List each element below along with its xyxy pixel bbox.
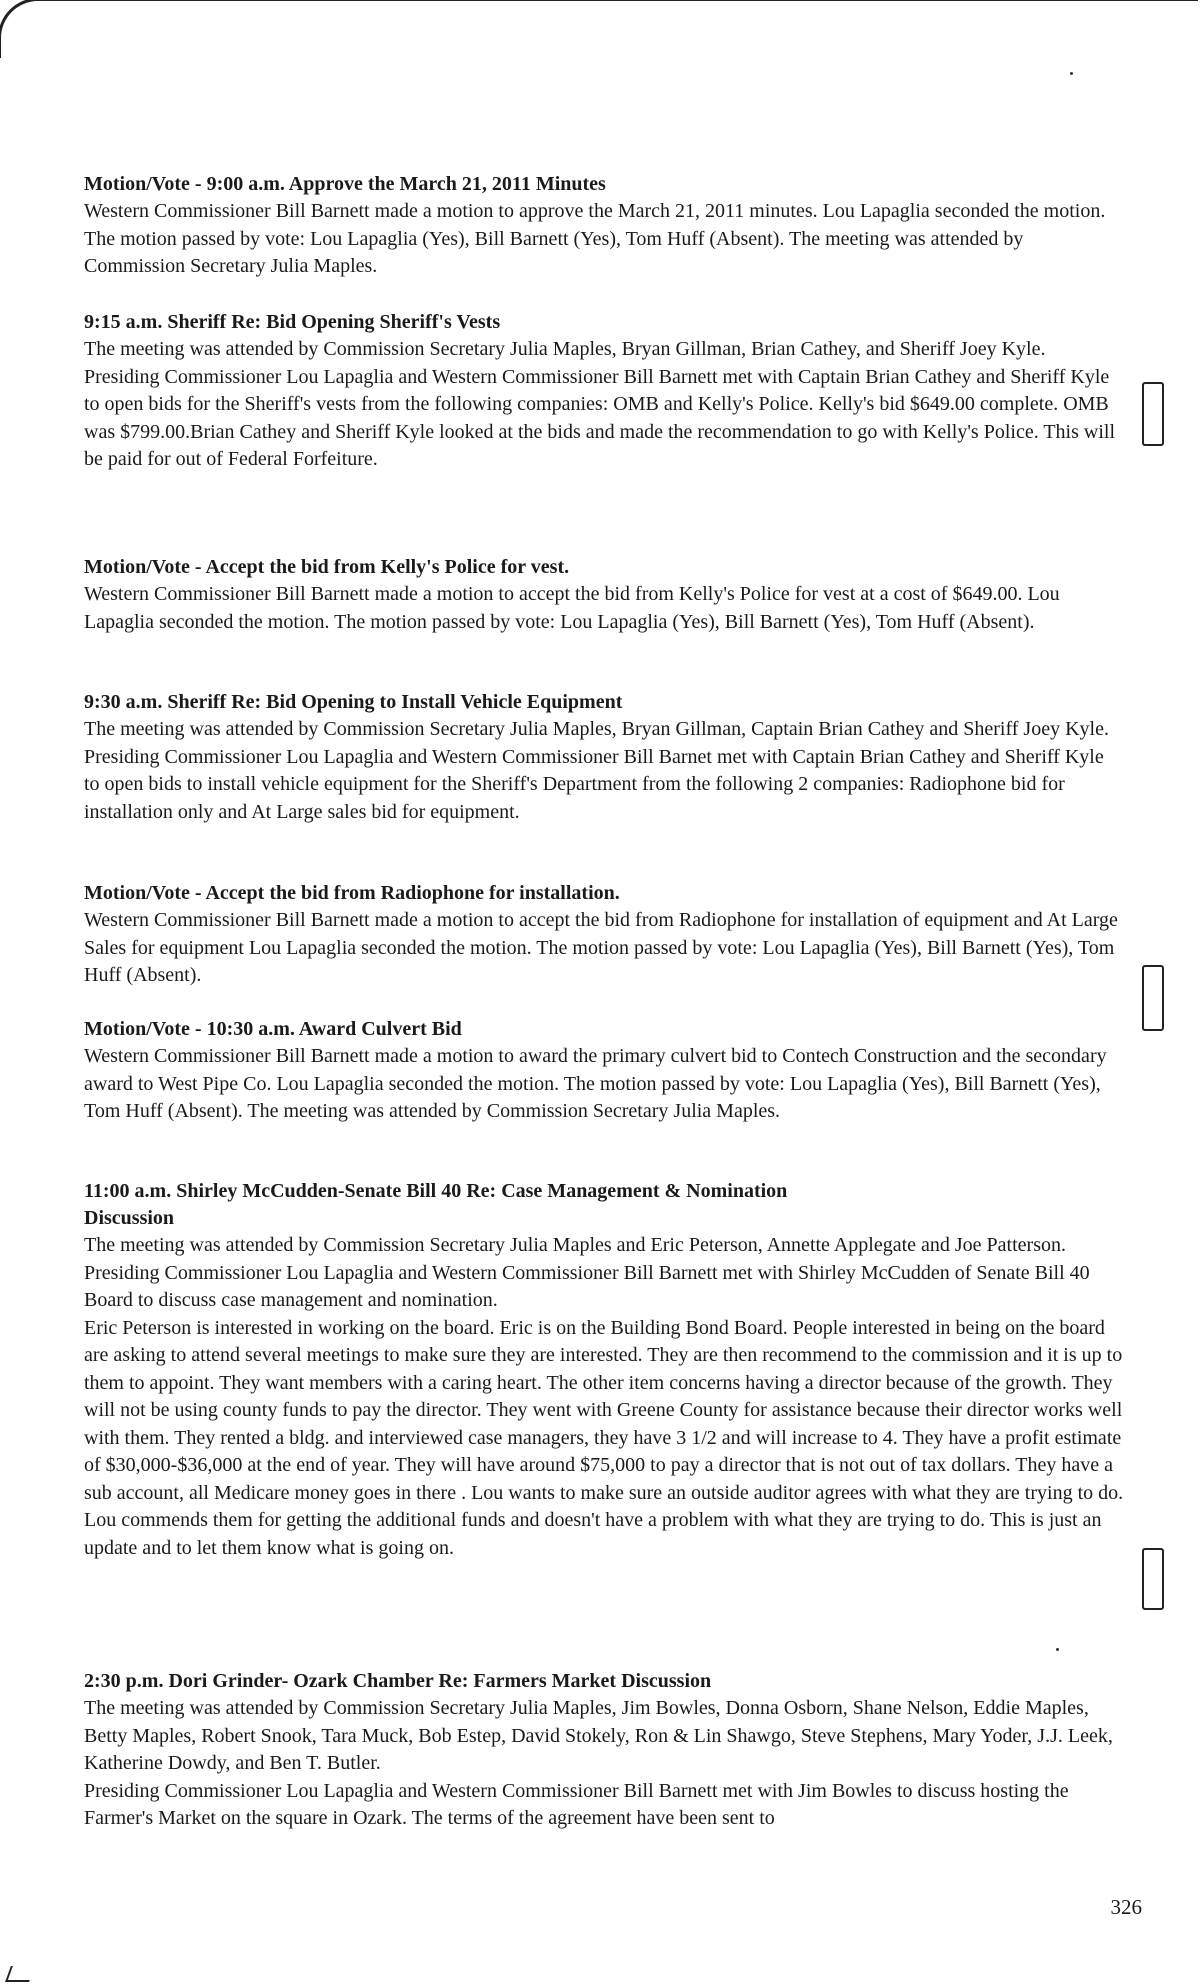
section-paragraph: Presiding Commissioner Lou Lapaglia and Western Commissioner Bill Barnet met with Captain Brian Cathey and Sheriff Kyle to open bids to install vehicle equipment for the Sheriff's Department from the following 2 companies: Radiophone bid for installation only and At Large sales bid for equipment.: [84, 745, 1104, 823]
section-paragraph: Presiding Commissioner Lou Lapaglia and Western Commissioner Bill Barnett met with Captain Brian Cathey and Sheriff Kyle to open bids for the Sheriff's vests from the following companies: OMB and Kelly's Police. Kelly's bid $649.00 complete. OMB was $799.00.Brian Cathey and Sheriff Kyle looked at the bids and made the recommendation to go with Kelly's Police. This will be paid for out of Federal Forfeiture.: [84, 365, 1116, 470]
minutes-section: [84, 689, 1124, 826]
scan-corner-artifact: [5, 1966, 35, 1982]
section-heading: 9:15 a.m. Sheriff Re: Bid Opening Sheriff's Vests: [84, 311, 501, 333]
section-heading: Motion/Vote - Accept the bid from Radiophone for installation.: [84, 882, 620, 904]
minutes-section: [84, 880, 1124, 990]
scan-border-artifact: [0, 0, 1198, 58]
section-paragraph: Western Commissioner Bill Barnett made a motion to approve the March 21, 2011 minutes. Lou Lapaglia seconded the motion. The motion passed by vote: Lou Lapaglia (Yes), Bill Barnett (Yes), Tom Huff (Absent). The meeting was attended by Commission Secretary Julia Maples.: [84, 200, 1106, 277]
section-paragraph: Presiding Commissioner Lou Lapaglia and Western Commissioner Bill Barnett met with Shirley McCudden of Senate Bill 40 Board to discuss case management and nomination.: [84, 1261, 1090, 1311]
section-paragraph: The meeting was attended by Commission Secretary Julia Maples, Bryan Gillman, Captain Brian Cathey and Sheriff Joey Kyle.: [84, 718, 1109, 740]
margin-bracket: [1142, 965, 1164, 1031]
section-paragraph: Presiding Commissioner Lou Lapaglia and Western Commissioner Bill Barnett met with Jim Bowles to discuss hosting the Farmer's Market on the square in Ozark. The terms of the agreement have been sent to: [84, 1779, 1069, 1829]
section-paragraph: Western Commissioner Bill Barnett made a motion to award the primary culvert bid to Contech Construction and the secondary award to West Pipe Co. Lou Lapaglia seconded the motion. The motion passed by vote: Lou Lapaglia (Yes), Bill Barnett (Yes), Tom Huff (Absent). The meeting was attended by Commission Secretary Julia Maples.: [84, 1045, 1107, 1122]
section-heading: Motion/Vote - Accept the bid from Kelly's Police for vest.: [84, 556, 570, 578]
minutes-section: [84, 1178, 1124, 1562]
section-paragraph: The meeting was attended by Commission Secretary Julia Maples, Jim Bowles, Donna Osborn, Shane Nelson, Eddie Maples, Betty Maples, Robert Snook, Tara Muck, Bob Estep, David Stokely, Ron & Lin Shawgo, Steve Stephens, Mary Yoder, J.J. Leek, Katherine Dowdy, and Ben T. Butler.: [84, 1697, 1113, 1774]
section-paragraph: Western Commissioner Bill Barnett made a motion to accept the bid from Kelly's Police for vest at a cost of $649.00. Lou Lapaglia seconded the motion. The motion passed by vote: Lou Lapaglia (Yes), Bill Barnett (Yes), Tom Huff (Absent).: [84, 583, 1060, 633]
section-heading: Motion/Vote - 10:30 a.m. Award Culvert Bid: [84, 1018, 462, 1040]
minutes-section: [84, 1016, 1124, 1126]
section-paragraph: The meeting was attended by Commission Secretary Julia Maples, Bryan Gillman, Brian Cathey, and Sheriff Joey Kyle.: [84, 338, 1046, 360]
section-paragraph: Western Commissioner Bill Barnett made a motion to accept the bid from Radiophone for installation of equipment and At Large Sales for equipment Lou Lapaglia seconded the motion. The motion passed by vote: Lou Lapaglia (Yes), Bill Barnett (Yes), Tom Huff (Absent).: [84, 909, 1118, 986]
page-number: 326: [1110, 1895, 1142, 1919]
minutes-section: [84, 171, 1124, 281]
margin-bracket: [1142, 1548, 1164, 1610]
minutes-section: [84, 1668, 1124, 1833]
scan-speck: [1070, 72, 1073, 75]
minutes-section: [84, 554, 1124, 636]
section-heading: 2:30 p.m. Dori Grinder- Ozark Chamber Re: Farmers Market Discussion: [84, 1670, 712, 1692]
section-heading: 11:00 a.m. Shirley McCudden-Senate Bill 40 Re: Case Management & Nomination Discussion: [84, 1180, 788, 1229]
section-paragraph: The meeting was attended by Commission Secretary Julia Maples and Eric Peterson, Annette Applegate and Joe Patterson.: [84, 1234, 1066, 1256]
minutes-section: [84, 309, 1124, 474]
margin-bracket: [1142, 382, 1164, 446]
scan-speck: [1056, 1648, 1059, 1651]
section-heading: 9:30 a.m. Sheriff Re: Bid Opening to Install Vehicle Equipment: [84, 691, 623, 713]
section-paragraph: Eric Peterson is interested in working on the board. Eric is on the Building Bond Board. People interested in being on the board are asking to attend several meetings to make sure they are interested. They are then recommend to the commission and it is up to them to appoint. They want members with a caring heart. The other item concerns having a director because of the growth. They will not be using county funds to pay the director. They went with Greene County for assistance because their director works well with them. They rented a bldg. and interviewed case managers, they have 3 1/2 and will increase to 4. They have a profit estimate of $30,000-$36,000 at the end of year. They will have around $75,000 to pay a director that is not out of tax dollars. They have a sub account, all Medicare money goes in there . Lou wants to make sure an outside auditor agrees with what they are trying to do. Lou commends them for getting the additional funds and doesn't have a problem with what they are trying to do. This is just an update and to let them know what is going on.: [84, 1316, 1124, 1559]
section-heading: Motion/Vote - 9:00 a.m. Approve the March 21, 2011 Minutes: [84, 173, 606, 195]
